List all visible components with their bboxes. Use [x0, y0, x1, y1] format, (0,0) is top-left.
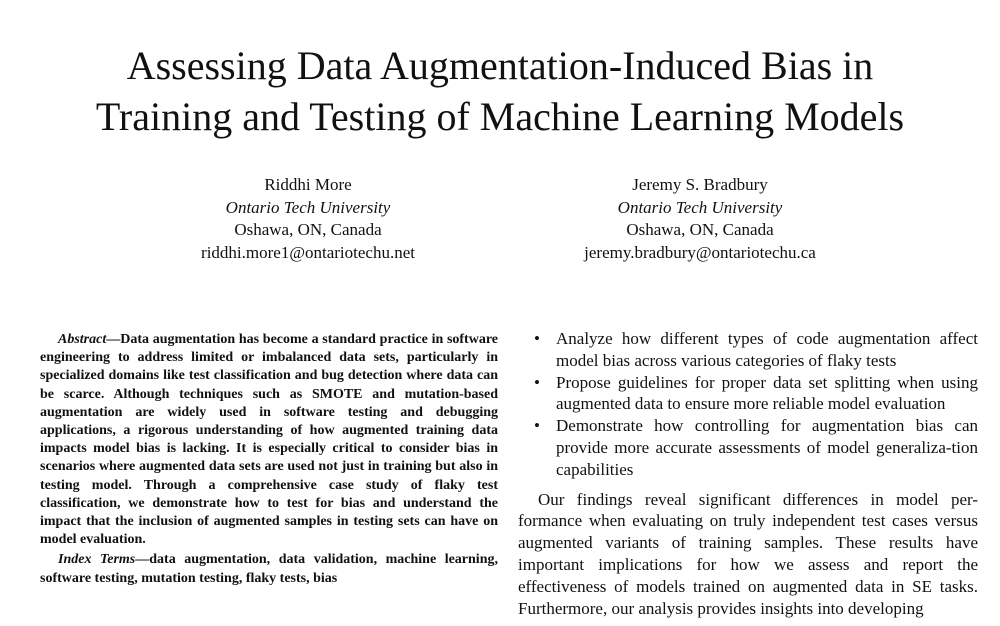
findings-paragraph: Our findings reveal significant differences in model per-formance when evaluating on truly independent test cases versus augmented variants of training samples. These results have important implications for how we assess and report the effectiveness of models trained on augmented data in SE tasks. Furthermore, our analysis provides insights into developing	[518, 489, 978, 618]
author-affiliation: Ontario Tech University	[617, 197, 783, 217]
author-block-2	[540, 174, 860, 264]
contribution-item	[518, 372, 978, 416]
paper-title	[0, 40, 1000, 142]
contribution-text: Demonstrate how controlling for augmentation bias can provide more accurate assessments of model generaliza-tion capabilities	[556, 416, 978, 479]
contribution-item	[518, 328, 978, 372]
abstract-section	[40, 331, 498, 588]
bullet-marker: •	[534, 416, 540, 436]
bullet-marker: •	[534, 372, 540, 392]
contribution-list	[518, 328, 978, 481]
contribution-text: Propose guidelines for proper data set splitting when using augmented data to ensure more reliable model evaluation	[556, 372, 978, 414]
title-line-2: Training and Testing of Machine Learning Models	[95, 94, 905, 139]
author-name: Riddhi More	[264, 175, 352, 194]
contribution-text: Analyze how different types of code augmentation affect model bias across various categories of flaky tests	[556, 329, 978, 370]
index-terms-label: Index Terms	[58, 552, 136, 568]
title-line-1: Assessing Data Augmentation-Induced Bias in	[126, 43, 874, 88]
author-email: riddhi.more1@ontariotechu.net	[201, 242, 415, 262]
bullet-marker: •	[534, 329, 540, 348]
author-location: Oshawa, ON, Canada	[234, 220, 382, 239]
author-name: Jeremy S. Bradbury	[632, 175, 768, 194]
contribution-item	[518, 415, 978, 480]
author-affiliation: Ontario Tech University	[225, 197, 391, 217]
index-terms-dash: —	[135, 552, 150, 568]
right-column	[518, 328, 978, 619]
index-terms-text: data augmentation, data validation, machine learning, software testing, mutation testing, flaky tests, bias	[40, 552, 498, 586]
abstract-text: Data augmentation has become a standard practice in software engineering to address limited or imbalanced data sets, particularly in specialized domains like test classification and bug detection where data can be scarce. Although techniques such as SMOTE and mutation-based augmentation are widely used in software testing and debugging applications, a rigorous understanding of how augmented training data impacts model bias is lacking. It is especially critical to consider bias in scenarios where augmented data sets are used not just in training but also in testing model. Through a comprehensive case study of flaky test classification, we demonstrate how to test for bias and understand the impact that the inclusion of augmented samples in testing sets can have on model evaluation.	[40, 332, 498, 548]
index-terms-paragraph	[40, 551, 498, 587]
abstract-dash: —	[106, 332, 121, 347]
author-location: Oshawa, ON, Canada	[626, 220, 774, 239]
abstract-label: Abstract	[58, 332, 107, 347]
author-email: jeremy.bradbury@ontariotechu.ca	[584, 242, 816, 262]
abstract-paragraph	[40, 331, 498, 549]
author-block-1	[148, 174, 468, 264]
